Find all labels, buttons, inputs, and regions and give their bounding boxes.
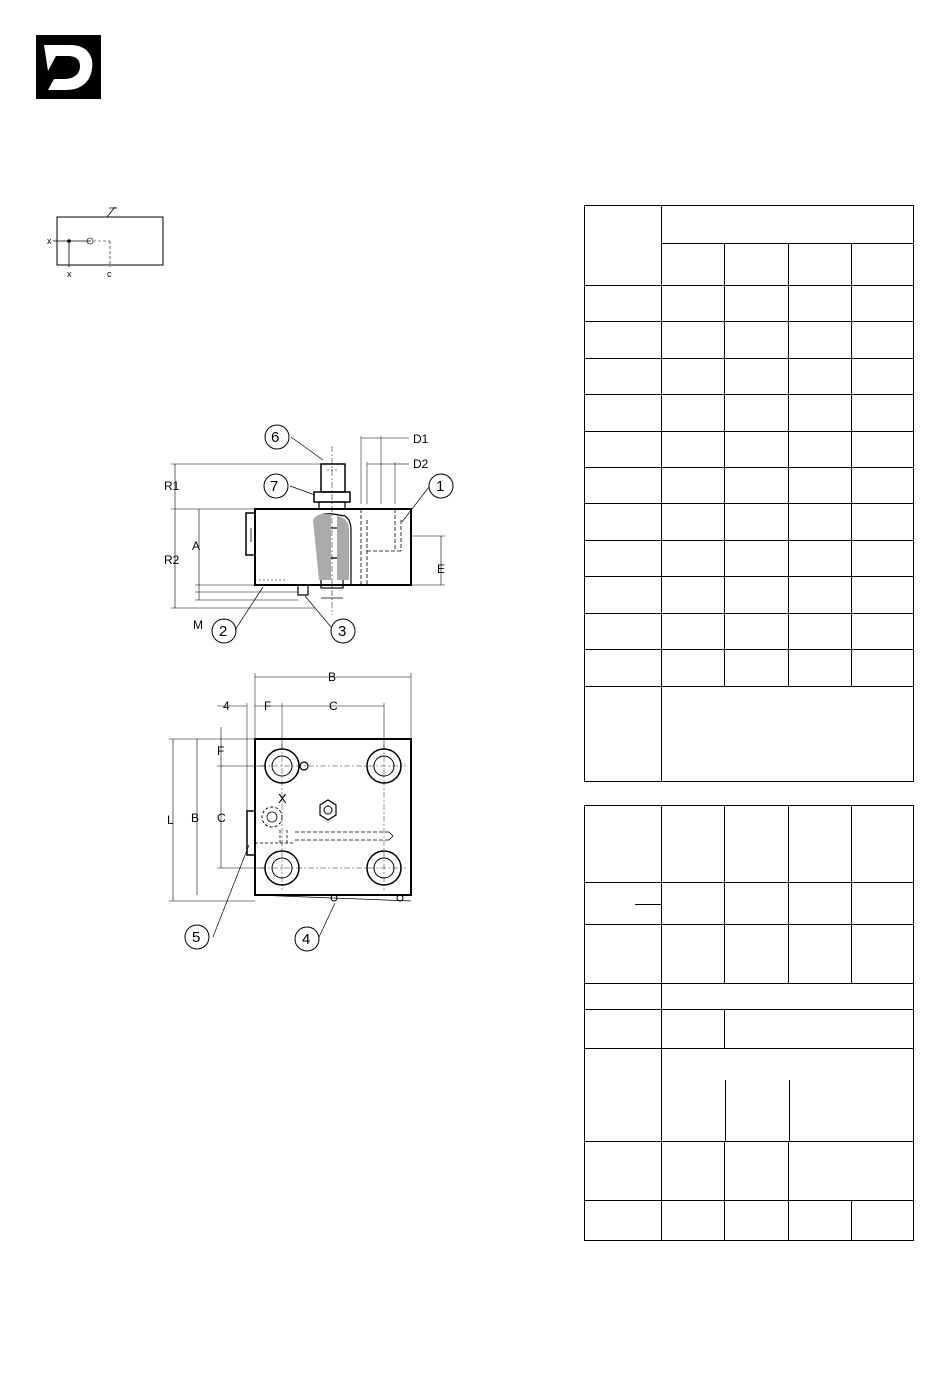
table-cell — [789, 650, 852, 687]
valve-schematic — [45, 205, 175, 285]
table-cell — [585, 541, 662, 577]
table-row — [585, 925, 914, 984]
dim-a: A — [192, 539, 201, 553]
table-cell — [725, 244, 789, 286]
table-cell — [662, 650, 725, 687]
table-cell — [789, 806, 852, 883]
table-cell — [662, 577, 725, 614]
table-row — [585, 322, 914, 359]
specification-table — [584, 805, 914, 1241]
side-section-drawing — [155, 420, 475, 652]
table-cell — [789, 925, 852, 984]
table-cell — [852, 432, 914, 468]
table-cell — [725, 650, 789, 687]
dim-f-left: F — [217, 744, 225, 758]
table-row — [585, 1142, 914, 1201]
table-cell — [725, 1142, 789, 1201]
dim-d2: D2 — [413, 457, 429, 471]
table-cell — [725, 322, 789, 359]
table-cell — [852, 1201, 914, 1241]
table-cell — [662, 322, 725, 359]
table-cell — [662, 504, 725, 541]
table-cell — [789, 1201, 852, 1241]
dim-c-top: C — [329, 699, 338, 713]
table-cell — [789, 541, 852, 577]
table-cell — [789, 286, 852, 322]
table-cell — [662, 1049, 914, 1142]
dim-4: 4 — [223, 699, 230, 713]
port-x-bottom-label: x — [67, 269, 72, 279]
table-cell — [585, 1201, 662, 1241]
table-row — [585, 468, 914, 504]
table-cell — [789, 432, 852, 468]
table-row — [585, 1010, 914, 1049]
table-cell — [662, 286, 725, 322]
table-cell — [852, 577, 914, 614]
table-cell — [725, 883, 789, 925]
table-cell — [725, 577, 789, 614]
table-cell — [789, 504, 852, 541]
table-cell — [585, 925, 662, 984]
table-cell — [585, 322, 662, 359]
table-cell — [662, 883, 725, 925]
table-cell — [852, 806, 914, 883]
table-cell — [852, 504, 914, 541]
table-cell — [662, 244, 725, 286]
callout-4: 4 — [302, 931, 311, 948]
table-cell — [852, 286, 914, 322]
table-cell — [662, 541, 725, 577]
table-row — [585, 577, 914, 614]
table-cell — [725, 504, 789, 541]
table-cell — [725, 1201, 789, 1241]
table-cell — [725, 806, 789, 883]
table-cell — [585, 984, 662, 1010]
table-cell — [585, 359, 662, 395]
table-cell — [585, 286, 662, 322]
table-cell — [789, 468, 852, 504]
dim-f-top: F — [264, 699, 272, 713]
company-logo — [36, 35, 101, 99]
table-cell — [725, 432, 789, 468]
table-cell — [725, 359, 789, 395]
table-row — [585, 395, 914, 432]
label-x-port: X — [278, 791, 287, 806]
table-cell — [852, 244, 914, 286]
table-cell — [662, 432, 725, 468]
dim-b-top: B — [328, 670, 337, 684]
dim-r2: R2 — [164, 553, 180, 567]
table-row — [585, 541, 914, 577]
table-cell — [725, 286, 789, 322]
table-cell — [662, 395, 725, 432]
table-cell — [585, 1049, 662, 1142]
table-cell — [662, 806, 725, 883]
dim-r1: R1 — [164, 479, 180, 493]
table-cell — [789, 1142, 914, 1201]
plan-view-drawing — [155, 665, 425, 955]
table-cell — [789, 577, 852, 614]
table-cell — [585, 395, 662, 432]
table-row — [585, 687, 914, 782]
table-cell — [852, 541, 914, 577]
table-cell — [725, 541, 789, 577]
table-cell — [852, 322, 914, 359]
dim-e: E — [437, 562, 446, 576]
table-cell — [789, 322, 852, 359]
table-cell — [662, 1142, 725, 1201]
callout-3: 3 — [338, 623, 347, 640]
table-cell — [789, 395, 852, 432]
table-cell — [585, 1010, 662, 1049]
table-cell — [662, 984, 914, 1010]
table-row — [585, 1201, 914, 1241]
table-cell — [852, 359, 914, 395]
table-cell — [852, 468, 914, 504]
table-header-row — [585, 206, 914, 244]
table-cell — [662, 1010, 725, 1049]
table-cell — [662, 359, 725, 395]
table-cell — [662, 687, 914, 782]
table-cell — [852, 925, 914, 984]
table-cell — [585, 650, 662, 687]
table-row — [585, 504, 914, 541]
table-row — [585, 614, 914, 650]
callout-7: 7 — [270, 478, 279, 495]
table-cell — [725, 468, 789, 504]
table-cell — [852, 395, 914, 432]
table-row — [585, 883, 914, 925]
table-cell — [789, 244, 852, 286]
callout-6: 6 — [271, 429, 280, 446]
table-header-row — [585, 806, 914, 883]
table-cell — [585, 1142, 662, 1201]
table-cell — [725, 395, 789, 432]
dim-c-left: C — [217, 811, 226, 825]
table-row — [585, 286, 914, 322]
dim-m: M — [193, 618, 203, 632]
table-cell — [585, 577, 662, 614]
callout-2: 2 — [219, 623, 228, 640]
port-x-label: x — [47, 236, 52, 246]
table-cell — [585, 468, 662, 504]
table-cell — [662, 614, 725, 650]
table-cell — [662, 1201, 725, 1241]
table-cell — [789, 883, 852, 925]
table-cell — [585, 504, 662, 541]
table-cell — [585, 806, 662, 883]
table-row — [585, 1049, 914, 1142]
table-cell — [662, 468, 725, 504]
table-cell — [725, 1010, 914, 1049]
table-cell — [585, 883, 662, 925]
table-row — [585, 359, 914, 395]
table-cell — [662, 925, 725, 984]
dim-b-left: B — [191, 811, 200, 825]
dimension-table — [584, 205, 914, 782]
table-row — [585, 650, 914, 687]
table-cell — [725, 925, 789, 984]
table-cell — [789, 614, 852, 650]
callout-1: 1 — [436, 478, 445, 495]
table-cell — [585, 206, 662, 286]
table-cell — [852, 650, 914, 687]
dim-l: L — [167, 813, 174, 827]
port-c-label: c — [107, 269, 112, 279]
table-cell — [585, 614, 662, 650]
table-cell — [852, 883, 914, 925]
table-cell — [662, 206, 914, 244]
callout-5: 5 — [192, 929, 201, 946]
table-row — [585, 432, 914, 468]
table-cell — [725, 614, 789, 650]
table-cell — [852, 614, 914, 650]
table-cell — [789, 359, 852, 395]
dim-d1: D1 — [413, 432, 429, 446]
table-row — [585, 984, 914, 1010]
table-cell — [585, 687, 662, 782]
table-cell — [585, 432, 662, 468]
logo-d-icon — [36, 35, 101, 99]
